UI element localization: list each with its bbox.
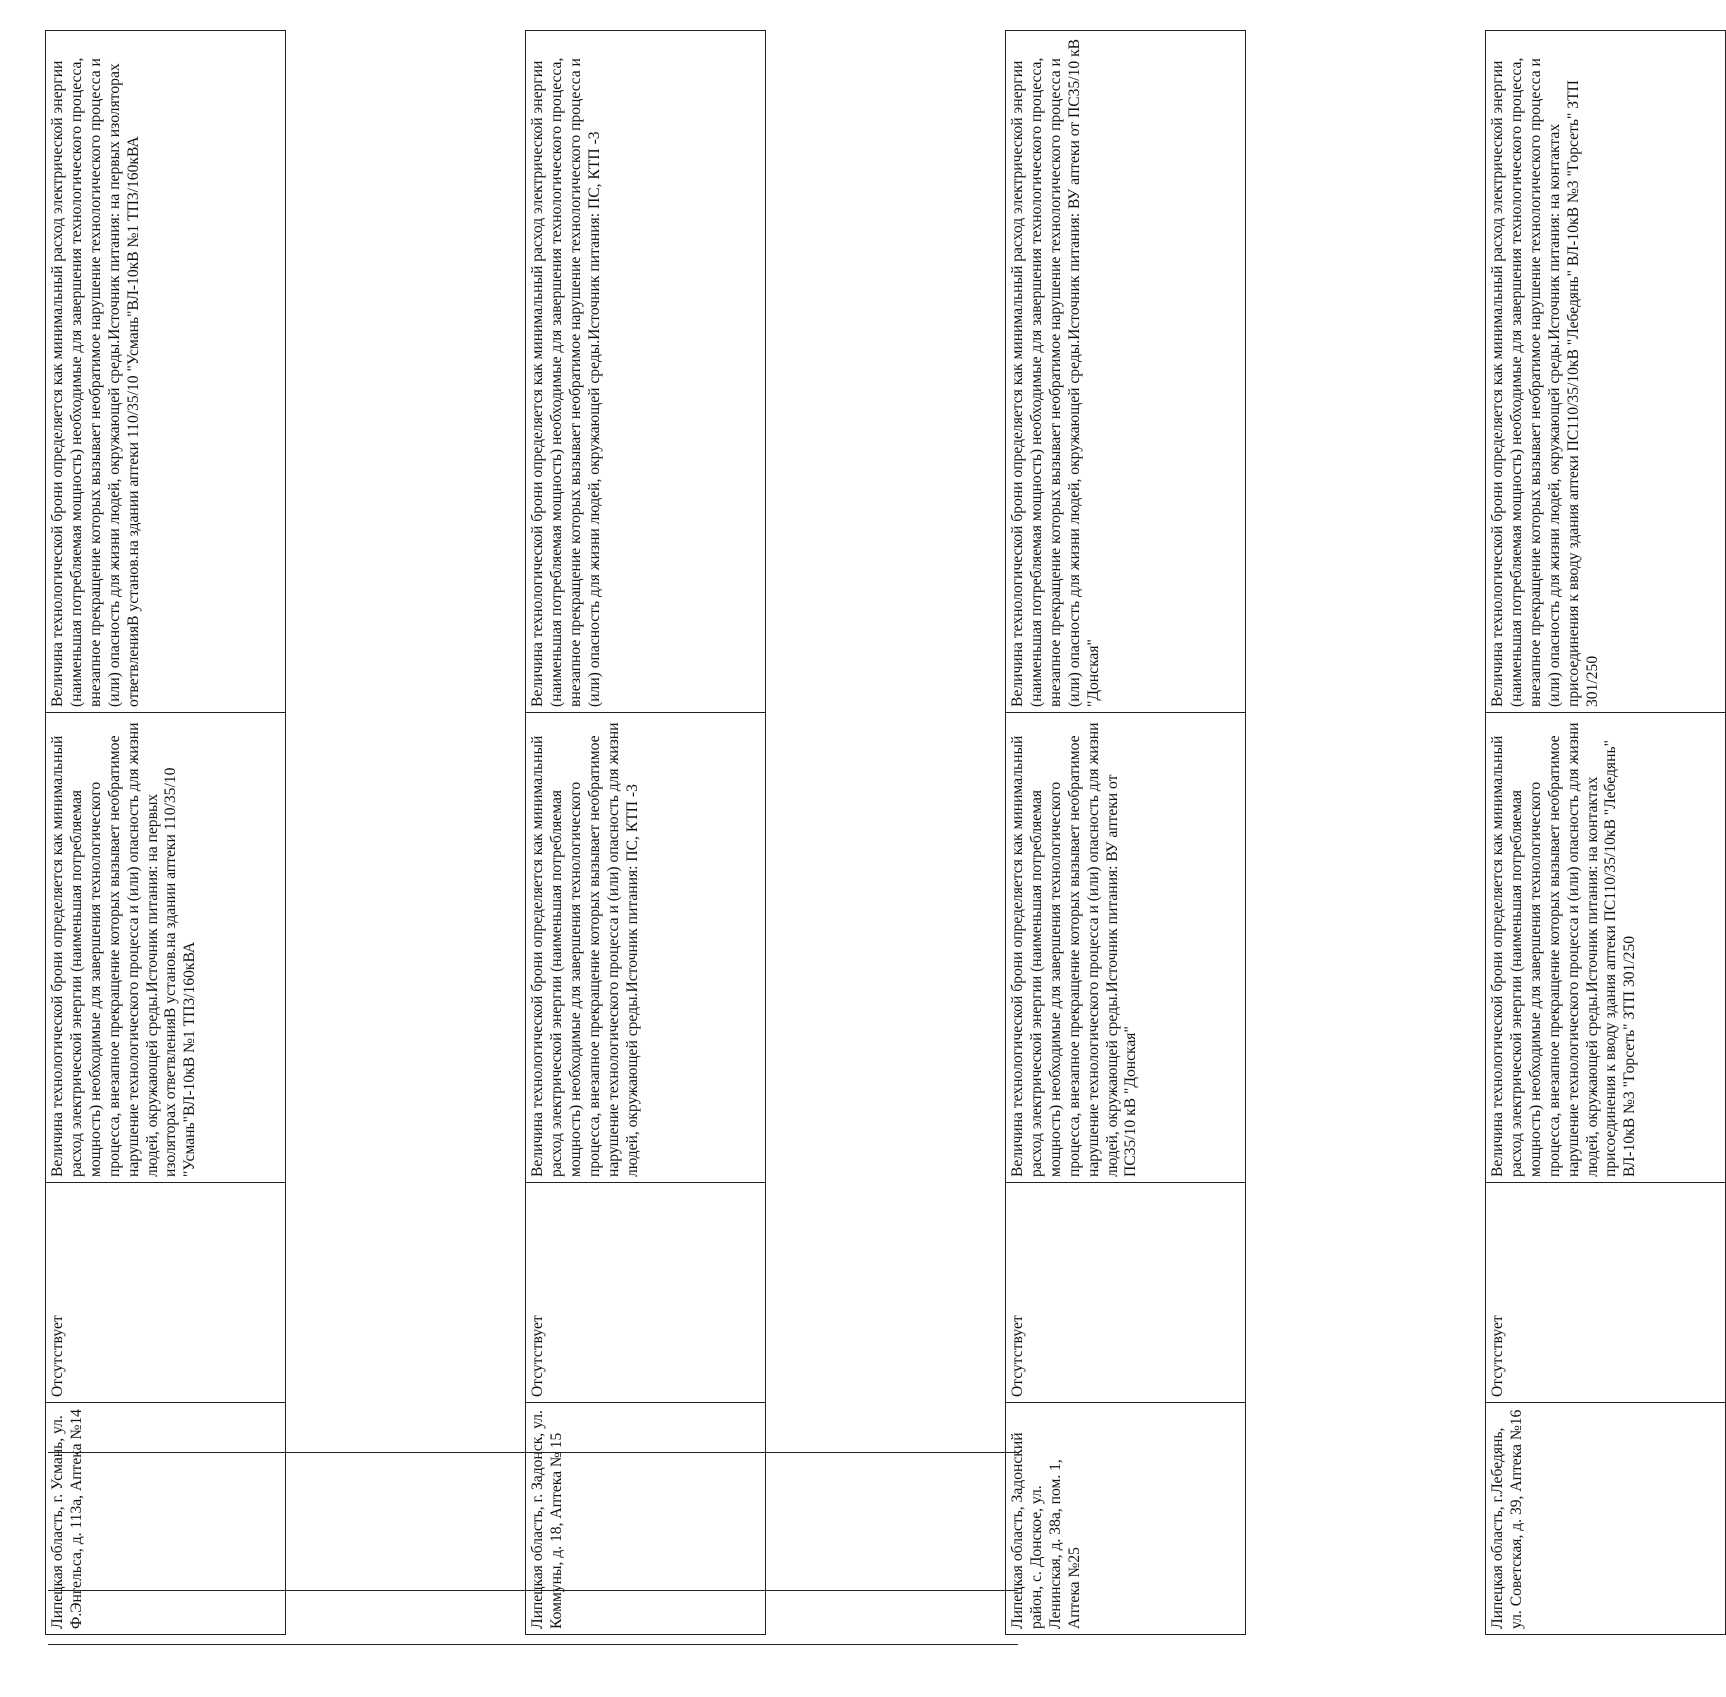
pharmacy-power-table (45, 30, 1726, 1635)
rotated-table-page (45, 30, 1639, 1635)
table-row (46, 31, 286, 1635)
table-row (1486, 31, 1726, 1635)
status-cell: Отсутствует (46, 1183, 286, 1403)
address-cell: Липецкая область, г.Лебедянь, ул. Советская, д. 39, Аптека №16 (1486, 1403, 1726, 1635)
tech-reserve-cell: Величина технологической брони определяется как минимальный расход электрической энергии (наименьшая потребляемая мощность) необходимые для завершения технологического процесса, внезапное прекращение которых вызывает необратимое нарушение технологического процесса и (или) опасность для жизни людей, окружающей среды.Источник питания: на контактах присоединения к вводу здания аптеки ПС110/35/10кВ "Лебедянь" ВЛ-10кВ №3 "Горсеть" ЗТП 301/250 (1486, 713, 1726, 1183)
table-row (526, 31, 766, 1635)
address-cell: Липецкая область, г. Задонск, ул. Коммуны, д. 18, Аптека № 15 (526, 1403, 766, 1635)
table-row (1006, 31, 1246, 1635)
status-cell: Отсутствует (526, 1183, 766, 1403)
tech-reserve-cell: Величина технологической брони определяется как минимальный расход электрической энергии (наименьшая потребляемая мощность) необходимые для завершения технологического процесса, внезапное прекращение которых вызывает необратимое нарушение технологического процесса и (или) опасность для жизни людей, окружающей среды.Источник питания: ПС, КТП -3 (526, 713, 766, 1183)
emergency-reserve-cell: Величина технологической брони определяется как минимальный расход электрической энергии (наименьшая потребляемая мощность) необходимые для завершения технологического процесса, внезапное прекращение которых вызывает необратимое нарушение технологического процесса и (или) опасность для жизни людей, окружающей среды.Источник питания: ПС, КТП -3 (526, 31, 766, 713)
emergency-reserve-cell: Величина технологической брони определяется как минимальный расход электрической энергии (наименьшая потребляемая мощность) необходимые для завершения технологического процесса, внезапное прекращение которых вызывает необратимое нарушение технологического процесса и (или) опасность для жизни людей, окружающей среды.Источник питания: на контактах присоединения к вводу здания аптеки ПС110/35/10кВ "Лебедянь" ВЛ-10кВ №3 "Горсеть" ЗТП 301/250 (1486, 31, 1726, 713)
address-cell: Липецкая область, г. Усмань, ул. Ф.Энгельса, д. 113а, Аптека №14 (46, 1403, 286, 1635)
horizontal-rule (48, 1452, 1018, 1453)
emergency-reserve-cell: Величина технологической брони определяется как минимальный расход электрической энергии (наименьшая потребляемая мощность) необходимые для завершения технологического процесса, внезапное прекращение которых вызывает необратимое нарушение технологического процесса и (или) опасность для жизни людей, окружающей среды.Источник питания: на первых изоляторах ответвленияВ установ.на здании аптеки 110/35/10 "Усмань"ВЛ-10кВ №1 ТП3/160кВА (46, 31, 286, 713)
horizontal-rule (48, 1644, 1018, 1645)
address-cell: Липецкая область, Задонский район, с. Донское, ул. Ленинская, д. 38а, пом. 1, Аптека №25 (1006, 1403, 1246, 1635)
status-cell: Отсутствует (1486, 1183, 1726, 1403)
tech-reserve-cell: Величина технологической брони определяется как минимальный расход электрической энергии (наименьшая потребляемая мощность) необходимые для завершения технологического процесса, внезапное прекращение которых вызывает необратимое нарушение технологического процесса и (или) опасность для жизни людей, окружающей среды.Источник питания: на первых изоляторах ответвленияВ установ.на здании аптеки 110/35/10 "Усмань"ВЛ-10кВ №1 ТП3/160кВА (46, 713, 286, 1183)
horizontal-rule (48, 1590, 1018, 1591)
emergency-reserve-cell: Величина технологической брони определяется как минимальный расход электрической энергии (наименьшая потребляемая мощность) необходимые для завершения технологического процесса, внезапное прекращение которых вызывает необратимое нарушение технологического процесса и (или) опасность для жизни людей, окружающей среды.Источник питания: ВУ аптеки от ПС35/10 кВ "Донская" (1006, 31, 1246, 713)
status-cell: Отсутствует (1006, 1183, 1246, 1403)
tech-reserve-cell: Величина технологической брони определяется как минимальный расход электрической энергии (наименьшая потребляемая мощность) необходимые для завершения технологического процесса, внезапное прекращение которых вызывает необратимое нарушение технологического процесса и (или) опасность для жизни людей, окружающей среды.Источник питания: ВУ аптеки от ПС35/10 кВ "Донская" (1006, 713, 1246, 1183)
